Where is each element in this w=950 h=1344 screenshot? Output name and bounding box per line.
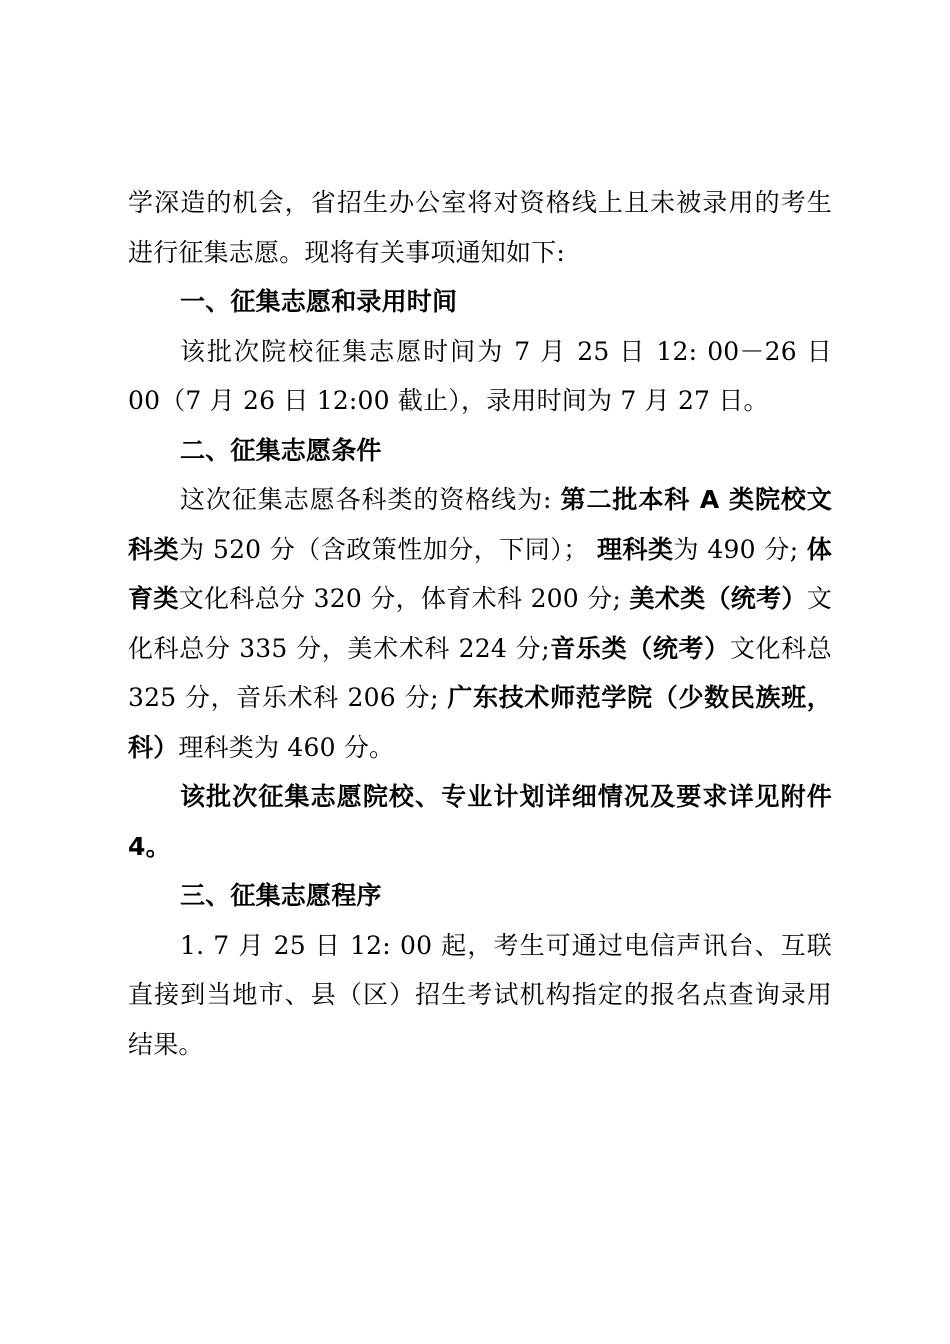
- bold-text-run: 科类: [128, 534, 180, 564]
- text-run: 文化科总: [729, 633, 832, 663]
- text-run: 化科总分 335 分，美术术科 224 分;: [128, 633, 550, 663]
- paragraph-line: [128, 673, 832, 723]
- paragraph-line: [128, 525, 832, 575]
- paragraph-line: 学深造的机会，省招生办公室将对资格线上且未被录用的考生: [128, 188, 832, 217]
- paragraph-line-bold: 该批次征集志愿院校、专业计划详细情况及要求详见附件: [180, 782, 832, 811]
- paragraph-line: 结果。: [128, 1029, 204, 1059]
- bold-text-run: 育类: [128, 584, 179, 613]
- document-page: [128, 178, 832, 1069]
- text-run: 为 520 分（含政策性加分，下同）；: [179, 534, 589, 564]
- paragraph-line: [128, 723, 832, 773]
- text-run: 为 490 分;: [673, 534, 799, 564]
- paragraph-line: 进行征集志愿。现将有关事项通知如下:: [128, 237, 566, 267]
- text-run: 文: [806, 584, 832, 613]
- paragraph-line-bold: 4。: [128, 831, 171, 861]
- paragraph-line: 该批次院校征集志愿时间为 7 月 25 日 12: 00－26 日: [180, 336, 832, 366]
- paragraph-line: [128, 574, 832, 624]
- bold-text-run: 美术类（统考）: [629, 584, 807, 613]
- section-heading: 三、征集志愿程序: [180, 881, 382, 910]
- bold-text-run: 音乐类（统考）: [549, 633, 730, 663]
- text-run: 理科类为 460 分。: [178, 732, 395, 762]
- paragraph-line: [128, 475, 832, 525]
- bold-text-run: 理科类: [596, 534, 674, 564]
- paragraph-line: 1. 7 月 25 日 12: 00 起，考生可通过电信声讯台、互联: [180, 930, 832, 960]
- paragraph-line: 00（7 月 26 日 12:00 截止），录用时间为 7 月 27 日。: [128, 386, 769, 415]
- bold-text-run: 第二批本科 A 类院校文: [560, 485, 832, 514]
- section-heading: 一、征集志愿和录用时间: [180, 287, 458, 316]
- paragraph-line: 直接到当地市、县（区）招生考试机构指定的报名点查询录用: [128, 980, 832, 1009]
- bold-text-run: 科）: [128, 732, 179, 762]
- text-run: 文化科总分 320 分，体育术科 200 分;: [178, 584, 622, 613]
- paragraph-line: [128, 624, 832, 674]
- bold-text-run: 广东技术师范学院（少数民族班，: [447, 683, 832, 712]
- bold-text-run: 体: [806, 534, 832, 564]
- text-run: 325 分，音乐术科 206 分;: [128, 683, 439, 712]
- text-run: 这次征集志愿各科类的资格线为:: [180, 485, 552, 514]
- section-heading: 二、征集志愿条件: [180, 435, 382, 465]
